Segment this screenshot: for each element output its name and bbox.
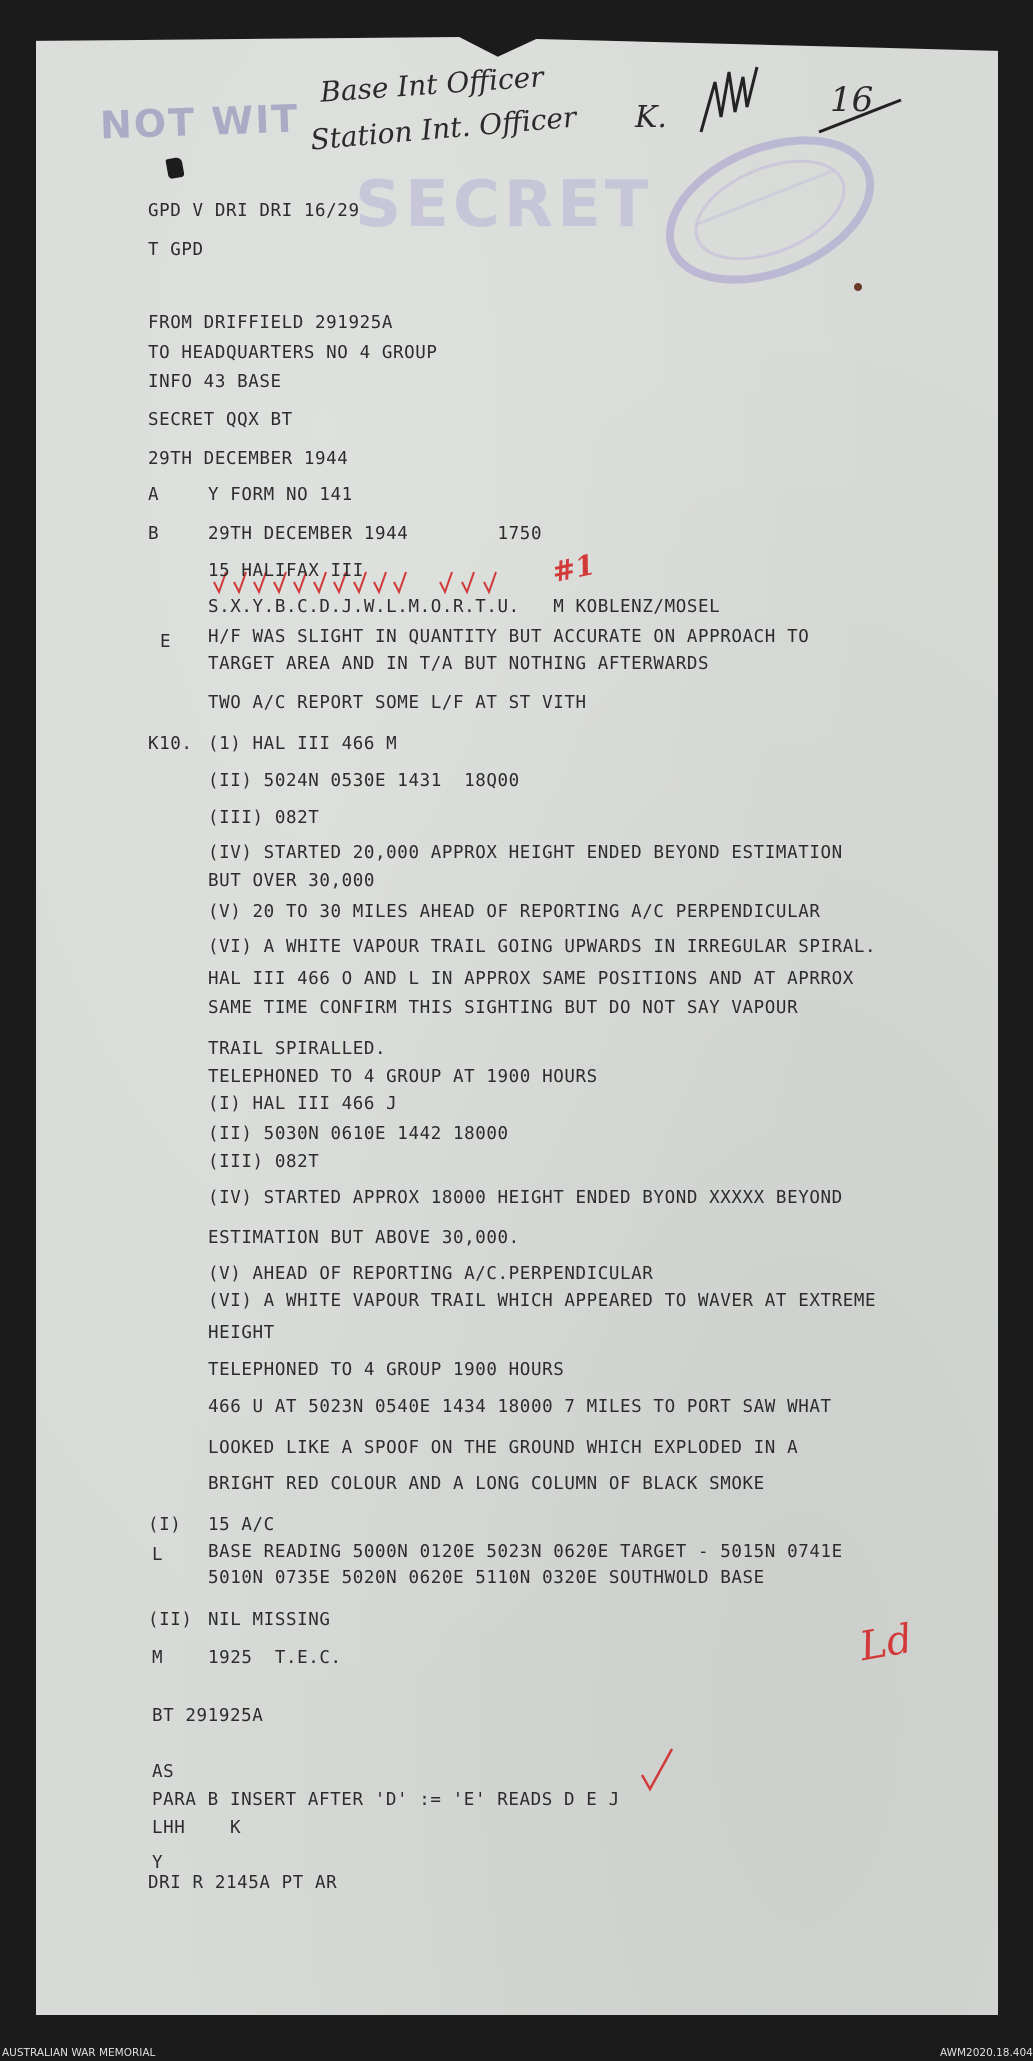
message-header-2: T GPD	[148, 240, 204, 260]
j-item-4a: (IV) STARTED APPROX 18000 HEIGHT ENDED BYOND XXXXX BEYOND	[208, 1188, 843, 1208]
sighting-u-line-2: LOOKED LIKE A SPOOF ON THE GROUND WHICH EXPLODED IN A	[208, 1438, 799, 1458]
red-margin-initials: Ld	[856, 1615, 916, 1671]
para-b-text: 29TH DECEMBER 1944 1750	[208, 524, 543, 544]
j-item-3: (III) 082T	[208, 1152, 320, 1172]
k10-item-6d: TRAIL SPIRALLED.	[208, 1039, 387, 1059]
para-m-text: 1925 T.E.C.	[208, 1648, 342, 1668]
j-item-2: (II) 5030N 0610E 1442 18000	[208, 1124, 509, 1144]
lf-line: TWO A/C REPORT SOME L/F AT ST VITH	[208, 693, 587, 713]
para-b-correction: PARA B INSERT AFTER 'D' := 'E' READS D E J	[152, 1790, 620, 1810]
k10-item-5: (V) 20 TO 30 MILES AHEAD OF REPORTING A/C PERPENDICULAR	[208, 902, 821, 922]
aircraft-letters-line: S.X.Y.B.C.D.J.W.L.M.O.R.T.U. M KOBLENZ/MOSEL	[208, 597, 721, 617]
k10-item-2: (II) 5024N 0530E 1431 18Q00	[208, 771, 520, 791]
signals-oval-stamp	[655, 130, 885, 290]
k10-item-4a: (IV) STARTED 20,000 APPROX HEIGHT ENDED BEYOND ESTIMATION	[208, 843, 843, 863]
from-line: FROM DRIFFIELD 291925A	[148, 313, 393, 333]
para-l-label: L	[152, 1545, 164, 1565]
para-e-label: E	[160, 632, 172, 652]
para-ii-label: (II)	[148, 1610, 193, 1630]
j-item-4b: ESTIMATION BUT ABOVE 30,000.	[208, 1228, 520, 1248]
para-i-text: 15 A/C	[208, 1515, 275, 1535]
k10-item-6c: SAME TIME CONFIRM THIS SIGHTING BUT DO NOT SAY VAPOUR	[208, 998, 799, 1018]
k10-item-1: (1) HAL III 466 M	[208, 734, 398, 754]
to-line: TO HEADQUARTERS NO 4 GROUP	[148, 343, 438, 363]
sighting-u-line-3: BRIGHT RED COLOUR AND A LONG COLUMN OF BLACK SMOKE	[208, 1474, 765, 1494]
y-line: Y	[152, 1853, 164, 1873]
para-m-label: M	[152, 1648, 164, 1668]
date-line: 29TH DECEMBER 1944	[148, 449, 349, 469]
telephoned-line-2: TELEPHONED TO 4 GROUP 1900 HOURS	[208, 1360, 565, 1380]
not-wit-stamp: NOT WIT	[99, 96, 300, 148]
secret-line: SECRET QQX BT	[148, 410, 293, 430]
handwritten-page-ref: 16	[830, 80, 874, 120]
halifax-line: 15 HALIFAX III	[208, 561, 364, 581]
para-l-text-2: 5010N 0735E 5020N 0620E 5110N 0320E SOUTHWOLD BASE	[208, 1568, 765, 1588]
j-item-1: (I) HAL III 466 J	[208, 1094, 398, 1114]
handwritten-base-int-officer: Base Int Officer	[319, 60, 545, 109]
telephoned-line-1: TELEPHONED TO 4 GROUP AT 1900 HOURS	[208, 1067, 598, 1087]
j-item-6b: HEIGHT	[208, 1323, 275, 1343]
message-header-1: GPD V DRI DRI 16/29	[148, 201, 360, 221]
red-check-mark	[638, 1745, 678, 1795]
k10-item-3: (III) 082T	[208, 808, 320, 828]
bt-line: BT 291925A	[152, 1706, 264, 1726]
j-item-6a: (VI) A WHITE VAPOUR TRAIL WHICH APPEARED TO WAVER AT EXTREME	[208, 1291, 877, 1311]
para-ii-text: NIL MISSING	[208, 1610, 331, 1630]
k10-item-6b: HAL III 466 O AND L IN APPROX SAME POSITIONS AND AT APRROX	[208, 969, 854, 989]
signature-scribble	[695, 62, 765, 142]
red-corner-mark: #1	[549, 547, 598, 590]
sighting-u-line-1: 466 U AT 5023N 0540E 1434 18000 7 MILES TO PORT SAW WHAT	[208, 1397, 832, 1417]
footer-reference: AWM2020.18.404	[940, 2047, 1033, 2059]
para-l-text-1: BASE READING 5000N 0120E 5023N 0620E TARGET - 5015N 0741E	[208, 1542, 843, 1562]
k10-label: K10.	[148, 734, 193, 754]
handwritten-initials: K.	[635, 100, 667, 135]
ink-blot	[165, 157, 184, 179]
handwritten-station-int-officer: Station Int. Officer	[309, 100, 578, 157]
as-line: AS	[152, 1762, 175, 1782]
para-i-label: (I)	[148, 1515, 182, 1535]
para-e-text-2: TARGET AREA AND IN T/A BUT NOTHING AFTERWARDS	[208, 654, 710, 674]
footer-institution: AUSTRALIAN WAR MEMORIAL	[2, 2047, 156, 2059]
stain-dot	[854, 283, 862, 291]
info-line: INFO 43 BASE	[148, 372, 282, 392]
k10-item-4b: BUT OVER 30,000	[208, 871, 376, 891]
para-a-label: A	[148, 485, 160, 505]
k10-item-6a: (VI) A WHITE VAPOUR TRAIL GOING UPWARDS IN IRREGULAR SPIRAL.	[208, 937, 877, 957]
dri-line: DRI R 2145A PT AR	[148, 1873, 338, 1893]
j-item-5: (V) AHEAD OF REPORTING A/C.PERPENDICULAR	[208, 1264, 654, 1284]
lhh-line: LHH K	[152, 1818, 242, 1838]
secret-stamp: SECRET	[355, 168, 653, 242]
page-ref-fraction-line	[815, 96, 905, 136]
para-b-label: B	[148, 524, 160, 544]
para-a-text: Y FORM NO 141	[208, 485, 353, 505]
para-e-text-1: H/F WAS SLIGHT IN QUANTITY BUT ACCURATE ON APPROACH TO	[208, 627, 810, 647]
